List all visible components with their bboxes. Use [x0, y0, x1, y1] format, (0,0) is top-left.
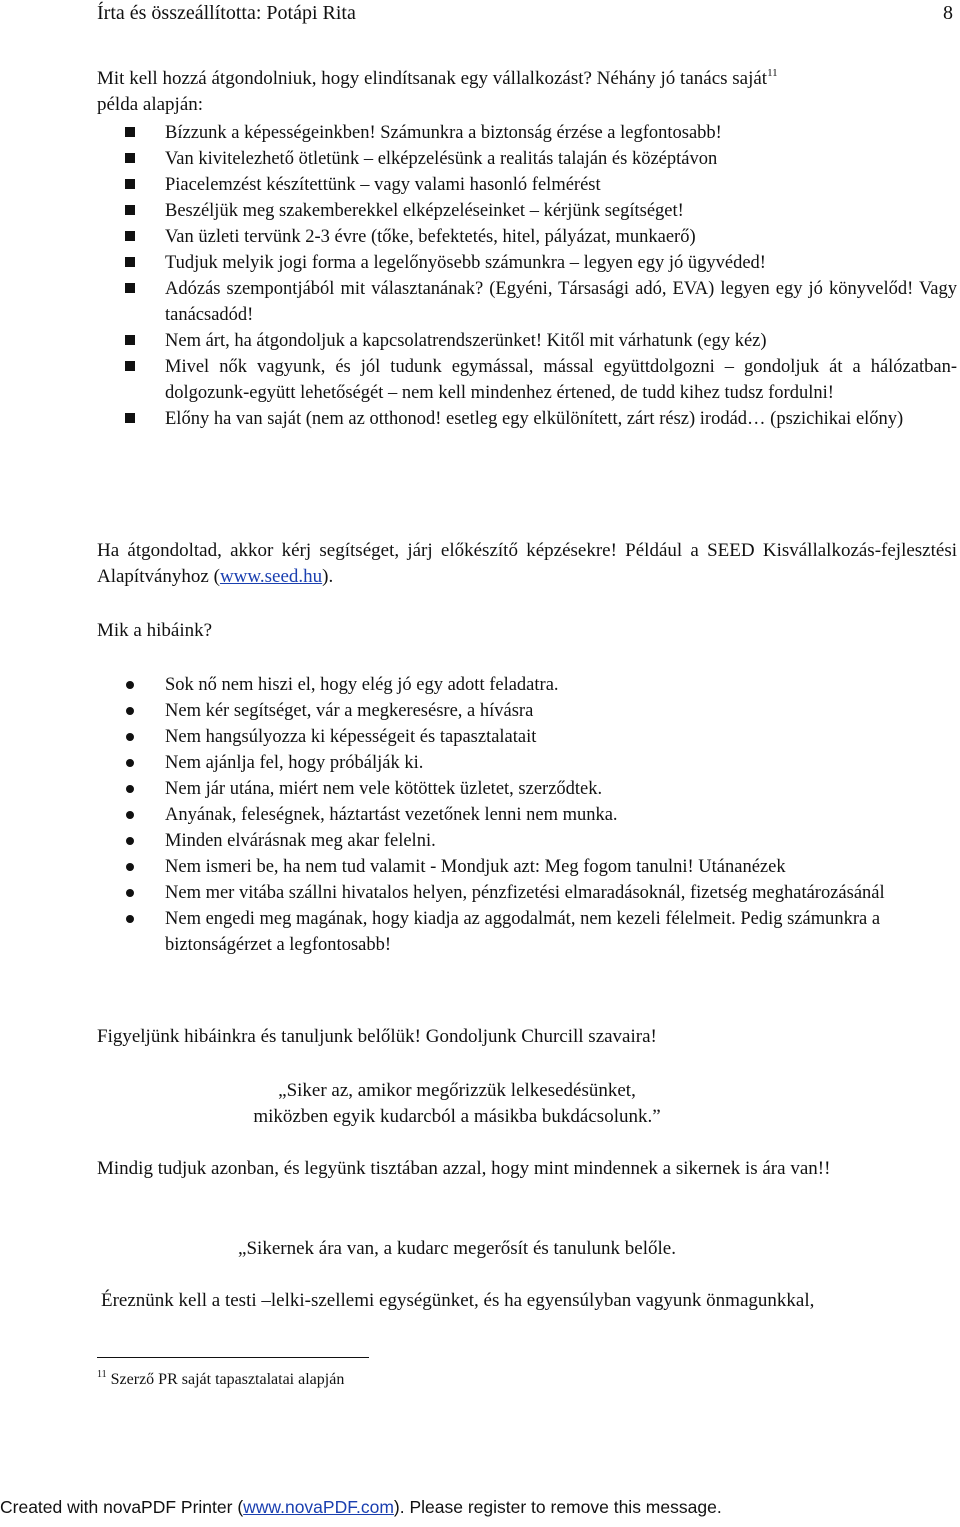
round-bullet-icon	[126, 837, 134, 845]
mistake-item: Sok nő nem hiszi el, hogy elég jó egy adott feladatra.	[126, 672, 956, 698]
tip-item: Bízzunk a képességeinkben! Számunkra a biztonság érzése a legfontosabb!	[125, 120, 957, 146]
square-bullet-icon	[125, 179, 135, 189]
square-bullet-icon	[125, 127, 135, 137]
tip-item: Van üzleti tervünk 2-3 évre (tőke, befektetés, hitel, pályázat, munkaerő)	[125, 224, 957, 250]
churchill-intro: Figyeljünk hibáinkra és tanuljunk belőlük! Gondoljunk Churcill szavaira!	[97, 1026, 657, 1047]
mistake-item: Nem hangsúlyozza ki képességeit és tapasztalatait	[126, 724, 956, 750]
footnote-separator	[97, 1357, 369, 1358]
square-bullet-icon	[125, 153, 135, 163]
round-bullet-icon	[126, 759, 134, 767]
square-bullet-icon	[125, 205, 135, 215]
tips-list	[125, 120, 957, 432]
mistake-item: Anyának, feleségnek, háztartást vezetőnek lenni nem munka.	[126, 802, 956, 828]
footnote-ref[interactable]: 11	[767, 67, 778, 79]
intro-paragraph	[97, 66, 957, 118]
round-bullet-icon	[126, 915, 134, 923]
seed-paragraph: Ha átgondoltad, akkor kérj segítséget, járj előkészítő képzésekre! Például a SEED Kisvállalkozás-fejlesztési Alapítványhoz (www.seed.hu).	[97, 540, 957, 587]
mistake-item: Nem engedi meg magának, hogy kiadja az aggodalmát, nem kezeli félelmeit. Pedig számunkra a biztonságérzet a legfontosabb!	[126, 906, 945, 958]
mistake-item: Nem mer vitába szállni hivatalos helyen, pénzfizetési elmaradásoknál, fizetség meghatározásánál	[126, 880, 925, 906]
mistakes-heading: Mik a hibáink?	[97, 620, 213, 641]
closing-line: Éreznünk kell a testi –lelki-szellemi egységünket, és ha egyensúlyban vagyunk önmagunkkal,	[101, 1290, 815, 1311]
tip-item: Van kivitelezhető ötletünk – elképzelésünk a realitás talaján és középtávon	[125, 146, 957, 172]
mistake-item: Nem kér segítséget, vár a megkeresésre, a hívásra	[126, 698, 956, 724]
seed-link[interactable]: www.seed.hu	[219, 566, 323, 587]
churchill-quote	[27, 1078, 887, 1130]
mistake-item: Nem ismeri be, ha nem tud valamit - Mondjuk azt: Meg fogom tanulni! Utánanézek	[126, 854, 956, 880]
price-paragraph: Mindig tudjuk azonban, és legyünk tisztában azzal, hogy mint mindennek a sikernek is ára van!!	[97, 1158, 831, 1179]
round-bullet-icon	[126, 707, 134, 715]
round-bullet-icon	[126, 733, 134, 741]
round-bullet-icon	[126, 785, 134, 793]
intro-text-end: példa alapján:	[97, 94, 204, 115]
round-bullet-icon	[126, 889, 134, 897]
tip-item: Beszéljük meg szakemberekkel elképzeléseinket – kérjünk segítséget!	[125, 198, 957, 224]
square-bullet-icon	[125, 413, 135, 423]
square-bullet-icon	[125, 283, 135, 293]
quote-line-1: „Siker az, amikor megőrizzük lelkesedésünket,	[278, 1080, 636, 1101]
page-header-author: Írta és összeállította: Potápi Rita	[97, 2, 356, 24]
round-bullet-icon	[126, 681, 134, 689]
novapdf-banner: Created with novaPDF Printer (www.novaPDF.com). Please register to remove this message.	[0, 1497, 722, 1517]
success-quote: „Sikernek ára van, a kudarc megerősít és tanulunk belőle.	[238, 1238, 676, 1259]
intro-text: Mit kell hozzá átgondolniuk, hogy elindítsanak egy vállalkozást? Néhány jó tanács saját	[97, 68, 768, 89]
page-number: 8	[943, 2, 953, 24]
footnote-number: 11	[97, 1369, 107, 1380]
tip-item: Tudjuk melyik jogi forma a legelőnyösebb számunkra – legyen egy jó ügyvéded!	[125, 250, 957, 276]
footnote-text: Szerző PR saját tapasztalatai alapján	[110, 1371, 345, 1388]
quote-line-2: miközben egyik kudarcból a másikba bukdácsolunk.”	[253, 1106, 661, 1127]
tip-item: Adózás szempontjából mit választanának? (Egyéni, Társasági adó, EVA) legyen egy jó könyvelőd! Vagy tanácsadód!	[125, 276, 957, 328]
mistake-item: Nem jár utána, miért nem vele kötöttek üzletet, szerződtek.	[126, 776, 956, 802]
tip-item: Piacelemzést készítettünk – vagy valami hasonló felmérést	[125, 172, 957, 198]
square-bullet-icon	[125, 257, 135, 267]
square-bullet-icon	[125, 361, 135, 371]
tip-item: Előny ha van saját (nem az otthonod! esetleg egy elkülönített, zárt rész) irodád… (pszichikai előny)	[125, 406, 925, 432]
mistakes-list	[126, 672, 956, 958]
footnote	[97, 1371, 344, 1389]
square-bullet-icon	[125, 231, 135, 241]
round-bullet-icon	[126, 863, 134, 871]
square-bullet-icon	[125, 335, 135, 345]
tip-item: Mivel nők vagyunk, és jól tudunk egymással, mással együttdolgozni – gondoljuk át a hálózatban-dolgozunk-együtt lehetőségét – nem kell mindenhez értened, de tudd kihez tudsz fordulni!	[125, 354, 957, 406]
tip-item: Nem árt, ha átgondoljuk a kapcsolatrendszerünket! Kitől mit várhatunk (egy kéz)	[125, 328, 957, 354]
novapdf-link[interactable]: www.novaPDF.com	[243, 1497, 394, 1517]
round-bullet-icon	[126, 811, 134, 819]
mistake-item: Minden elvárásnak meg akar felelni.	[126, 828, 956, 854]
mistake-item: Nem ajánlja fel, hogy próbálják ki.	[126, 750, 956, 776]
